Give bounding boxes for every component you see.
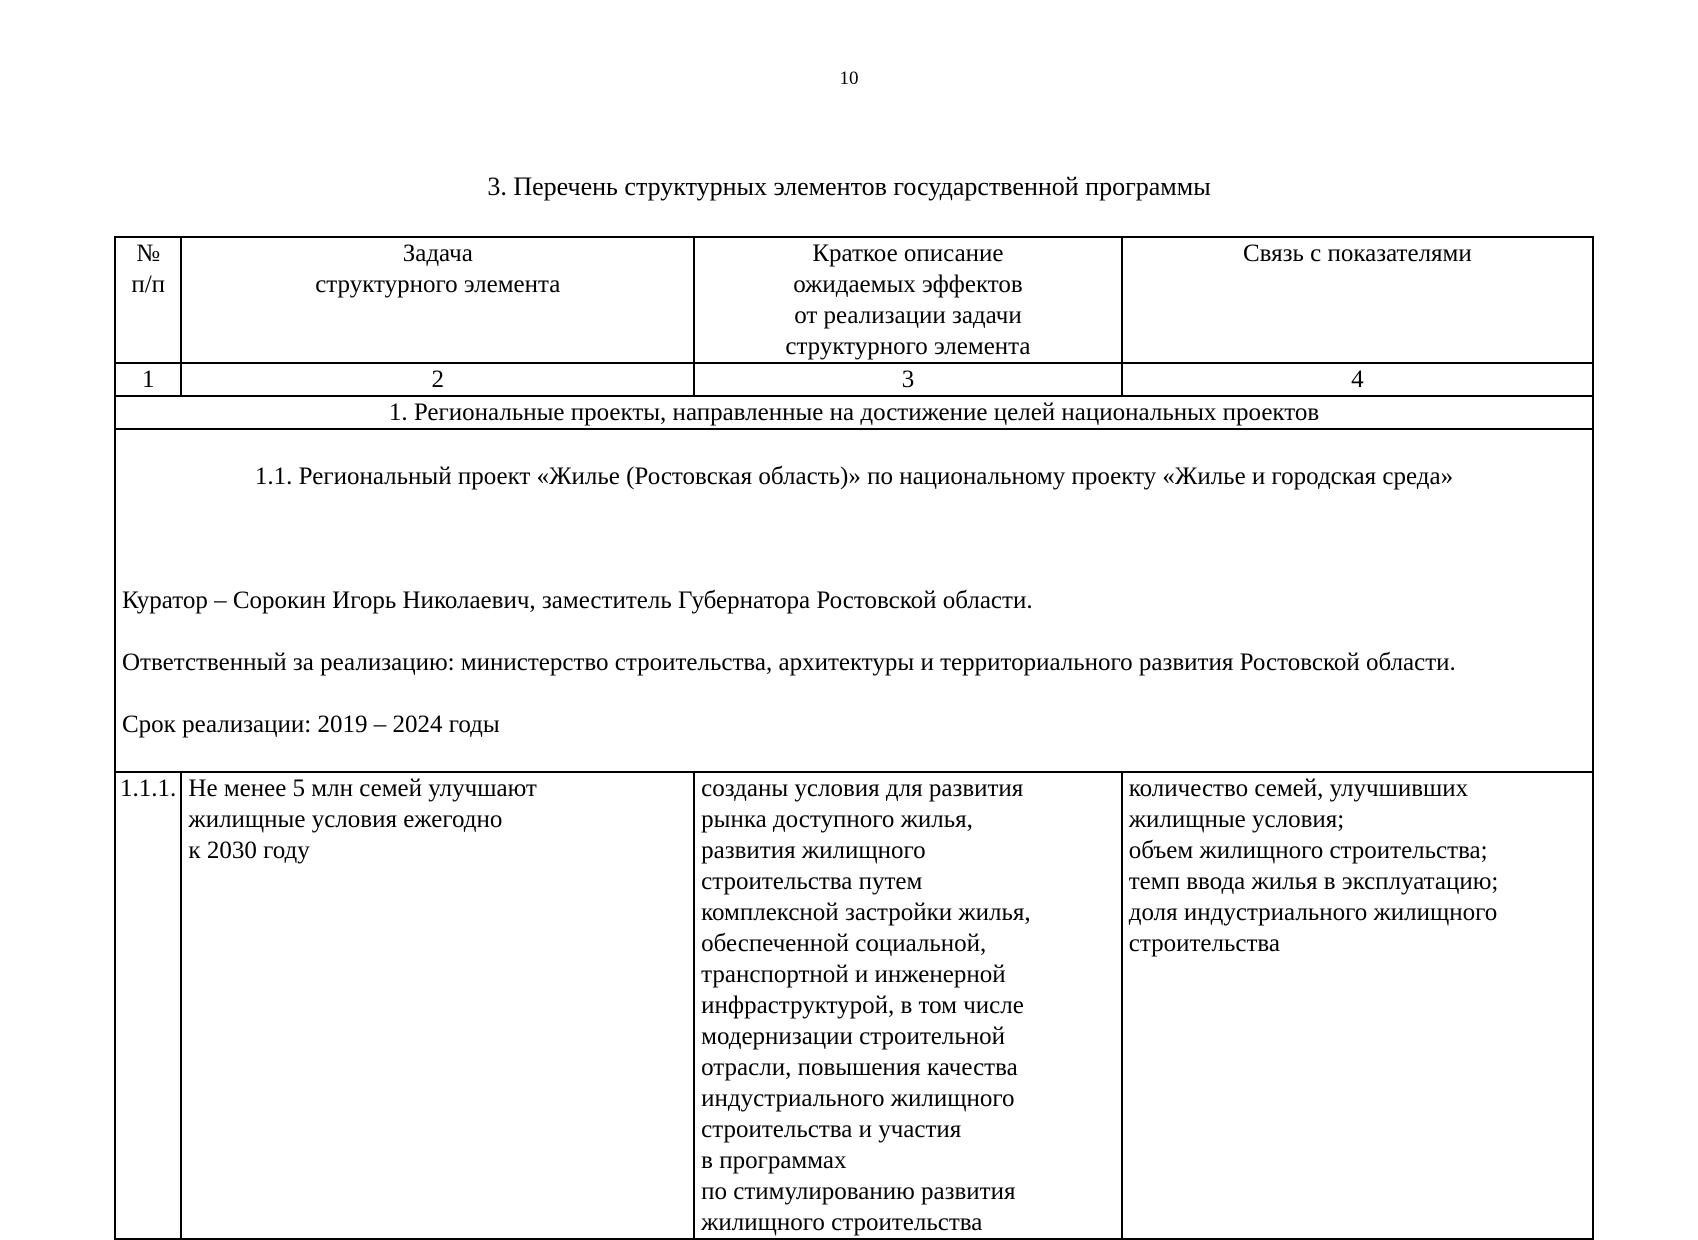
row-effects: созданы условия для развития рынка доступного жилья, развития жилищного строительства путем комплексной застройки жилья, обеспеченной социальной, транспортной и инженерной инфраструктурой, в том числе модернизации строительной отрасли, повышения качества индустриального жилищного строительства и участия в программах по стимулированию развития жилищного строительства	[694, 772, 1122, 1239]
project-curator: Куратор – Сорокин Игорь Николаевич, заместитель Губернатора Ростовской области.	[122, 587, 1033, 614]
column-number-4: 4	[1122, 363, 1593, 396]
row-task: Не менее 5 млн семей улучшают жилищные условия ежегодно к 2030 году	[181, 772, 694, 1239]
row-indicators: количество семей, улучшивших жилищные условия; объем жилищного строительства; темп ввода жилья в эксплуатацию; доля индустриального жилищного строительства	[1122, 772, 1593, 1239]
project-title: 1.1. Региональный проект «Жилье (Ростовская область)» по национальному проекту «Жилье и городская среда»	[254, 463, 1454, 490]
table-row	[115, 772, 1593, 1239]
section-heading-row	[115, 396, 1593, 429]
structural-elements-table	[114, 236, 1594, 1240]
column-number-2: 2	[181, 363, 694, 396]
page-number: 10	[839, 68, 859, 89]
project-cell	[115, 429, 1593, 772]
header-task: Задача структурного элемента	[181, 237, 694, 363]
column-number-3: 3	[694, 363, 1122, 396]
section-heading: 1. Региональные проекты, направленные на достижение целей национальных проектов	[115, 396, 1593, 429]
header-indicators: Связь с показателями	[1122, 237, 1593, 363]
project-row	[115, 429, 1593, 772]
project-spacer	[122, 523, 1586, 554]
section-title: 3. Перечень структурных элементов государственной программы	[487, 172, 1211, 201]
project-responsible: Ответственный за реализацию: министерство строительства, архитектуры и территориального развития Ростовской области.	[122, 649, 1456, 676]
table-header-row	[115, 237, 1593, 363]
header-effects: Краткое описание ожидаемых эффектов от реализации задачи структурного элемента	[694, 237, 1122, 363]
column-number-1: 1	[115, 363, 181, 396]
project-period: Срок реализации: 2019 – 2024 годы	[122, 711, 500, 738]
column-number-row	[115, 363, 1593, 396]
header-number: № п/п	[115, 237, 181, 363]
row-number: 1.1.1.	[115, 772, 181, 1239]
